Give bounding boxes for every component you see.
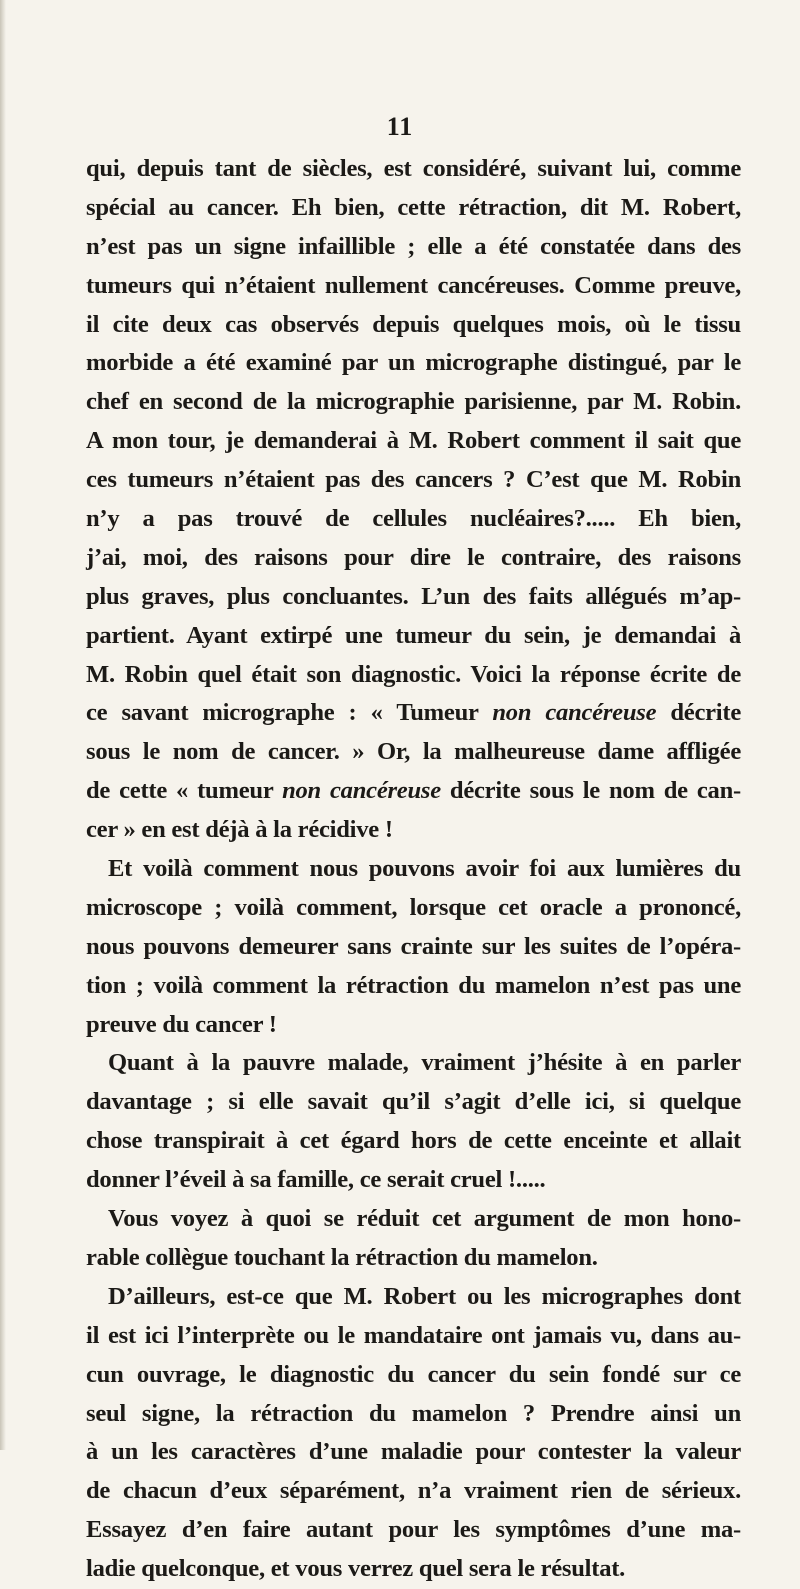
text-line [86, 228, 741, 267]
text-segment: cun ouvrage, le diagnostic du cancer du sein fondé sur ce [86, 1360, 741, 1388]
text-line [86, 1511, 741, 1550]
text-line [86, 1006, 741, 1045]
text-line [86, 1356, 741, 1395]
text-line [86, 539, 741, 578]
text-line [86, 889, 741, 928]
text-segment: n’y a pas trouvé de cellules nucléaires?..... Eh bien, [86, 505, 741, 533]
text-segment: Quant à la pauvre malade, vraiment j’hésite à en parler [108, 1049, 741, 1077]
text-line [86, 772, 741, 811]
text-segment: davantage ; si elle savait qu’il s’agit d’elle ici, si quelque [86, 1088, 741, 1116]
text-line [86, 656, 741, 695]
text-segment: de cette « tumeur [86, 777, 283, 805]
page-number: 11 [386, 112, 414, 141]
text-segment: M. Robin quel était son diagnostic. Voici la réponse écrite de [86, 660, 741, 688]
text-segment: morbide a été examiné par un micrographe distingué, par le [86, 349, 741, 377]
text-line [86, 500, 741, 539]
text-line [86, 617, 741, 656]
text-segment: Essayez d’en faire autant pour les symptômes d’une ma- [86, 1516, 741, 1544]
text-segment: qui, depuis tant de siècles, est considéré, suivant lui, comme [86, 155, 741, 182]
text-segment: Vous voyez à quoi se réduit cet argument de mon hono- [108, 1205, 741, 1233]
text-line [86, 1122, 741, 1161]
text-segment: il est ici l’interprète ou le mandataire ont jamais vu, dans au- [86, 1321, 741, 1349]
text-segment: microscope ; voilà comment, lorsque cet oracle a prononcé, [86, 893, 741, 921]
text-line [86, 1161, 741, 1200]
text-segment: A mon tour, je demanderai à M. Robert comment il sait que [86, 427, 741, 455]
text-segment: de chacun d’eux séparément, n’a vraiment rien de sérieux. [86, 1477, 741, 1505]
text-segment: à un les caractères d’une maladie pour contester la valeur [86, 1438, 741, 1466]
text-line [86, 267, 741, 306]
text-line [86, 150, 741, 189]
italic-phrase: non cancéreuse [492, 699, 657, 727]
text-line [86, 694, 741, 733]
text-segment: D’ailleurs, est-ce que M. Robert ou les micrographes dont [108, 1282, 741, 1310]
text-line [86, 967, 741, 1006]
text-line [86, 733, 741, 772]
text-segment: ces tumeurs n’étaient pas des cancers ? C’est que M. Robin [86, 466, 741, 494]
text-segment: nous pouvons demeurer sans crainte sur les suites de l’opéra- [86, 932, 741, 960]
text-segment: tumeurs qui n’étaient nullement cancéreuses. Comme preuve, [86, 271, 741, 299]
text-segment: décrite [656, 699, 741, 727]
text-segment: chef en second de la micrographie parisienne, par M. Robin. [86, 388, 741, 416]
text-segment: n’est pas un signe infaillible ; elle a été constatée dans des [86, 232, 741, 260]
text-segment: rable collègue touchant la rétraction du mamelon. [86, 1243, 598, 1271]
text-segment: chose transpirait à cet égard hors de cette enceinte et allait [86, 1127, 741, 1155]
text-segment: tion ; voilà comment la rétraction du mamelon n’est pas une [86, 971, 741, 999]
text-segment: décrite sous le nom de can- [440, 777, 741, 805]
text-segment: il cite deux cas observés depuis quelques mois, où le tissu [86, 310, 741, 338]
italic-phrase: non cancéreuse [282, 777, 441, 805]
text-line [86, 1200, 741, 1239]
text-line [86, 461, 741, 500]
text-line [86, 1395, 741, 1434]
text-line [86, 928, 741, 967]
text-segment: seul signe, la rétraction du mamelon ? Prendre ainsi un [86, 1399, 741, 1427]
text-line [86, 811, 741, 850]
text-line [86, 850, 741, 889]
text-line [86, 578, 741, 617]
text-line [86, 1239, 741, 1278]
text-line [86, 383, 741, 422]
text-segment: partient. Ayant extirpé une tumeur du sein, je demandai à [86, 621, 741, 649]
text-segment: j’ai, moi, des raisons pour dire le contraire, des raisons [86, 543, 741, 571]
text-line [86, 1472, 741, 1511]
text-segment: ce savant micrographe : « Tumeur [86, 699, 493, 727]
text-line [86, 1044, 741, 1083]
text-line [86, 1317, 741, 1356]
text-line [86, 344, 741, 383]
text-line [86, 189, 741, 228]
page-edge-shadow [0, 0, 6, 1450]
text-line [86, 306, 741, 345]
text-line [86, 422, 741, 461]
text-segment: spécial au cancer. Eh bien, cette rétraction, dit M. Robert, [86, 193, 741, 221]
text-segment: donner l’éveil à sa famille, ce serait cruel !..... [86, 1166, 546, 1194]
text-segment: preuve du cancer ! [86, 1010, 277, 1038]
text-line [86, 1278, 741, 1317]
text-segment: cer » en est déjà à la récidive ! [86, 816, 393, 844]
text-line [86, 1433, 741, 1472]
text-segment: Et voilà comment nous pouvons avoir foi aux lumières du [108, 855, 741, 883]
text-segment: ladie quelconque, et vous verrez quel sera le résultat. [86, 1555, 626, 1583]
text-segment: sous le nom de cancer. » Or, la malheureuse dame affligée [86, 738, 741, 766]
text-line [86, 1083, 741, 1122]
text-line [86, 1550, 741, 1589]
body-text [86, 150, 741, 1589]
text-segment: plus graves, plus concluantes. L’un des faits allégués m’ap- [86, 582, 741, 610]
